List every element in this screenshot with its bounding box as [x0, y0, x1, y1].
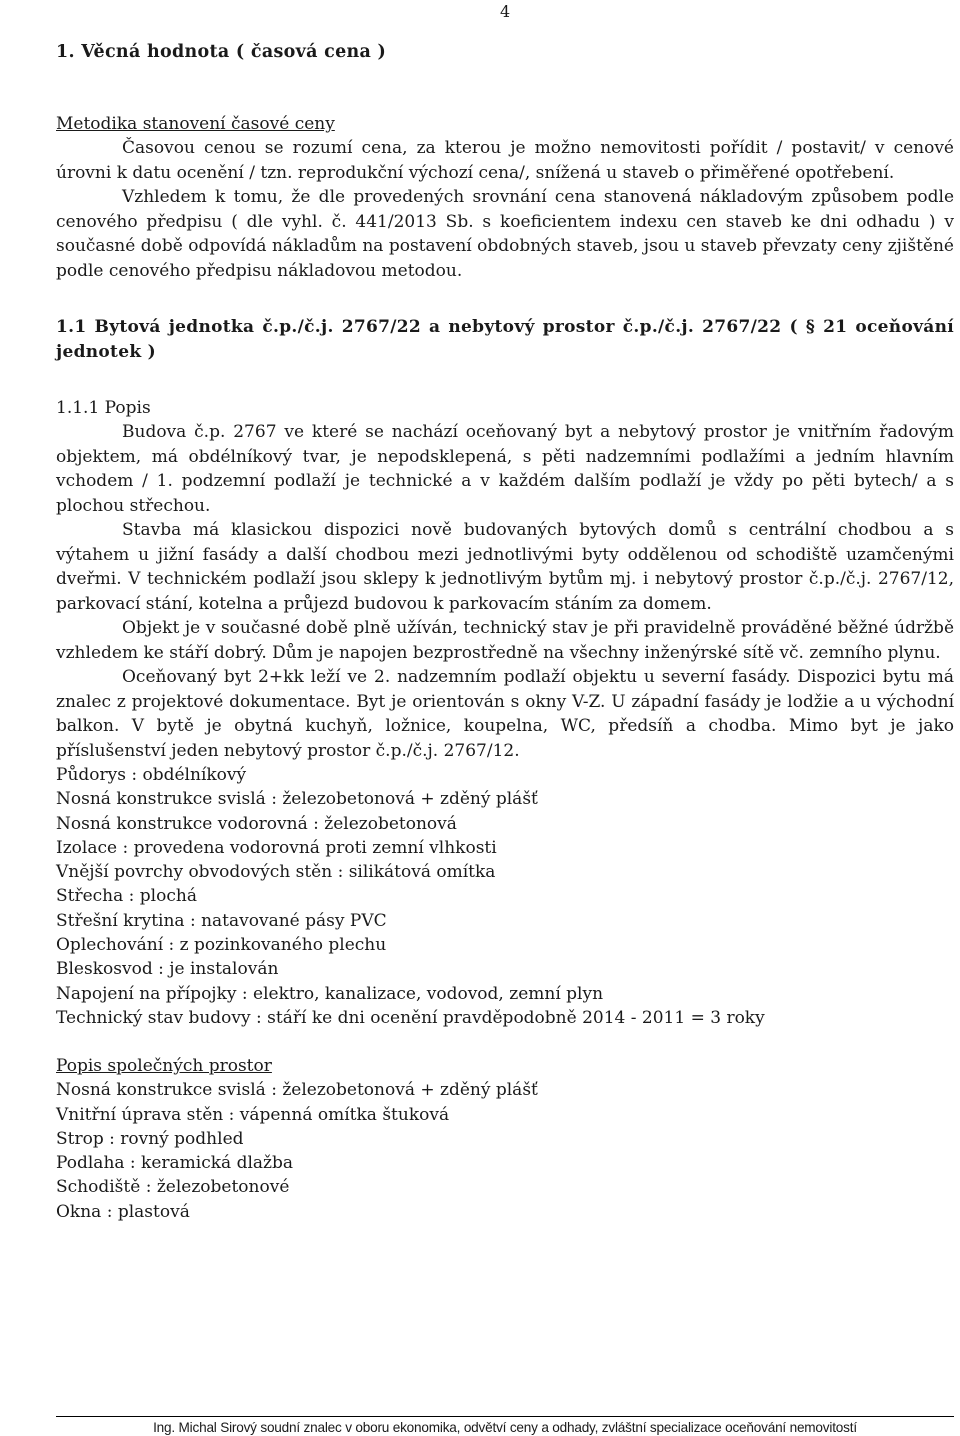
property-line: Nosná konstrukce vodorovná : železobetonová: [56, 813, 457, 834]
description-paragraph-2: Stavba má klasickou dispozici nově budovaných bytových domů s centrální chodbou a s výtahem u jižní fasády a další chodbou mezi jednotlivými byty oddělenou od schodiště uzamčenými dveřmi. V technickém podlaží jsou sklepy k jednotlivým bytům mj. i nebytový prostor č.p./č.j. 2767/12, parkovací stání, kotelna a průjezd budovou k parkovacím stáním za domem.: [56, 520, 954, 614]
methodology-paragraph-1: Časovou cenou se rozumí cena, za kterou je možno nemovitosti pořídit / postavit/ v cenové úrovni k datu ocenění / tzn. reprodukční výchozí cena/, snížená u staveb o přiměřené opotřebení.: [56, 138, 954, 183]
property-line: Střešní krytina : natavované pásy PVC: [56, 910, 387, 931]
property-line: Střecha : plochá: [56, 886, 197, 907]
methodology-title: Metodika stanovení časové ceny: [56, 114, 335, 134]
description-paragraph-3: Objekt je v současné době plně užíván, technický stav je při pravidelně prováděné běžné údržbě vzhledem ke stáří dobrý. Dům je napojen bezprostředně na všechny inženýrské sítě vč. zemního plynu.: [56, 618, 954, 663]
property-line: Vnější povrchy obvodových stěn : silikátová omítka: [56, 862, 496, 883]
common-space-line: Okna : plastová: [56, 1201, 190, 1222]
page-number: 4: [500, 2, 511, 21]
methodology-paragraph-2: Vzhledem k tomu, že dle provedených srovnání cena stanovená nákladovým způsobem podle cenového předpisu ( dle vyhl. č. 441/2013 Sb. s koeficientem indexu cen staveb ke dni odhadu ) v současné době odpovídá nákladům na postavení obdobných staveb, jsou u staveb převzaty ceny zjištěné podle cenového předpisu nákladovou metodou.: [56, 187, 954, 281]
section-1-1-1-title: 1.1.1 Popis: [56, 398, 151, 418]
building-properties-list: [56, 763, 954, 1030]
common-space-line: Podlaha : keramická dlažba: [56, 1153, 294, 1174]
property-line: Technický stav budovy : stáří ke dni ocenění pravděpodobně 2014 - 2011 = 3 roky: [56, 1007, 765, 1028]
property-line: Oplechování : z pozinkovaného plechu: [56, 935, 387, 956]
common-space-line: Strop : rovný podhled: [56, 1128, 244, 1149]
property-line: Nosná konstrukce svislá : železobetonová + zděný plášť: [56, 789, 538, 810]
common-spaces-title: Popis společných prostor: [56, 1056, 272, 1077]
description-paragraph-4: Oceňovaný byt 2+kk leží ve 2. nadzemním podlaží objektu u severní fasády. Dispozici bytu má znalec z projektové dokumentace. Byt je orientován s okny V-Z. U západní fasády je lodžie a u východní balkon. V bytě je obytná kuchyň, ložnice, koupelna, WC, předsíň a chodba. Mimo byt je jako příslušenství jeden nebytový prostor č.p./č.j. 2767/12.: [56, 667, 954, 761]
common-spaces-list: [56, 1078, 954, 1224]
property-line: Izolace : provedena vodorovná proti zemní vlhkosti: [56, 837, 497, 858]
common-space-line: Nosná konstrukce svislá : železobetonová + zděný plášť: [56, 1080, 538, 1101]
common-space-line: Schodiště : železobetonové: [56, 1177, 290, 1198]
main-heading: 1. Věcná hodnota ( časová cena ): [56, 42, 387, 62]
common-space-line: Vnitřní úprava stěn : vápenná omítka štuková: [56, 1104, 450, 1125]
section-1-1-title: 1.1 Bytová jednotka č.p./č.j. 2767/22 a nebytový prostor č.p./č.j. 2767/22 ( § 21 oceňování jednotek ): [56, 317, 954, 362]
property-line: Půdorys : obdélníkový: [56, 765, 247, 785]
property-line: Napojení na přípojky : elektro, kanalizace, vodovod, zemní plyn: [56, 983, 604, 1004]
description-paragraph-1: Budova č.p. 2767 ve které se nachází oceňovaný byt a nebytový prostor je vnitřním řadovým objektem, má obdélníkový tvar, je nepodsklepená, s pěti nadzemními podlažími a jedním hlavním vchodem / 1. podzemní podlaží je technické a v každém dalším podlaží je vždy po pěti bytech/ a s plochou střechou.: [56, 422, 954, 516]
document-body: [56, 40, 954, 1224]
page-footer: Ing. Michal Sirový soudní znalec v oboru ekonomika, odvětví ceny a odhady, zvláštní specializace oceňování nemovitostí: [56, 1416, 954, 1436]
property-line: Bleskosvod : je instalován: [56, 959, 279, 980]
